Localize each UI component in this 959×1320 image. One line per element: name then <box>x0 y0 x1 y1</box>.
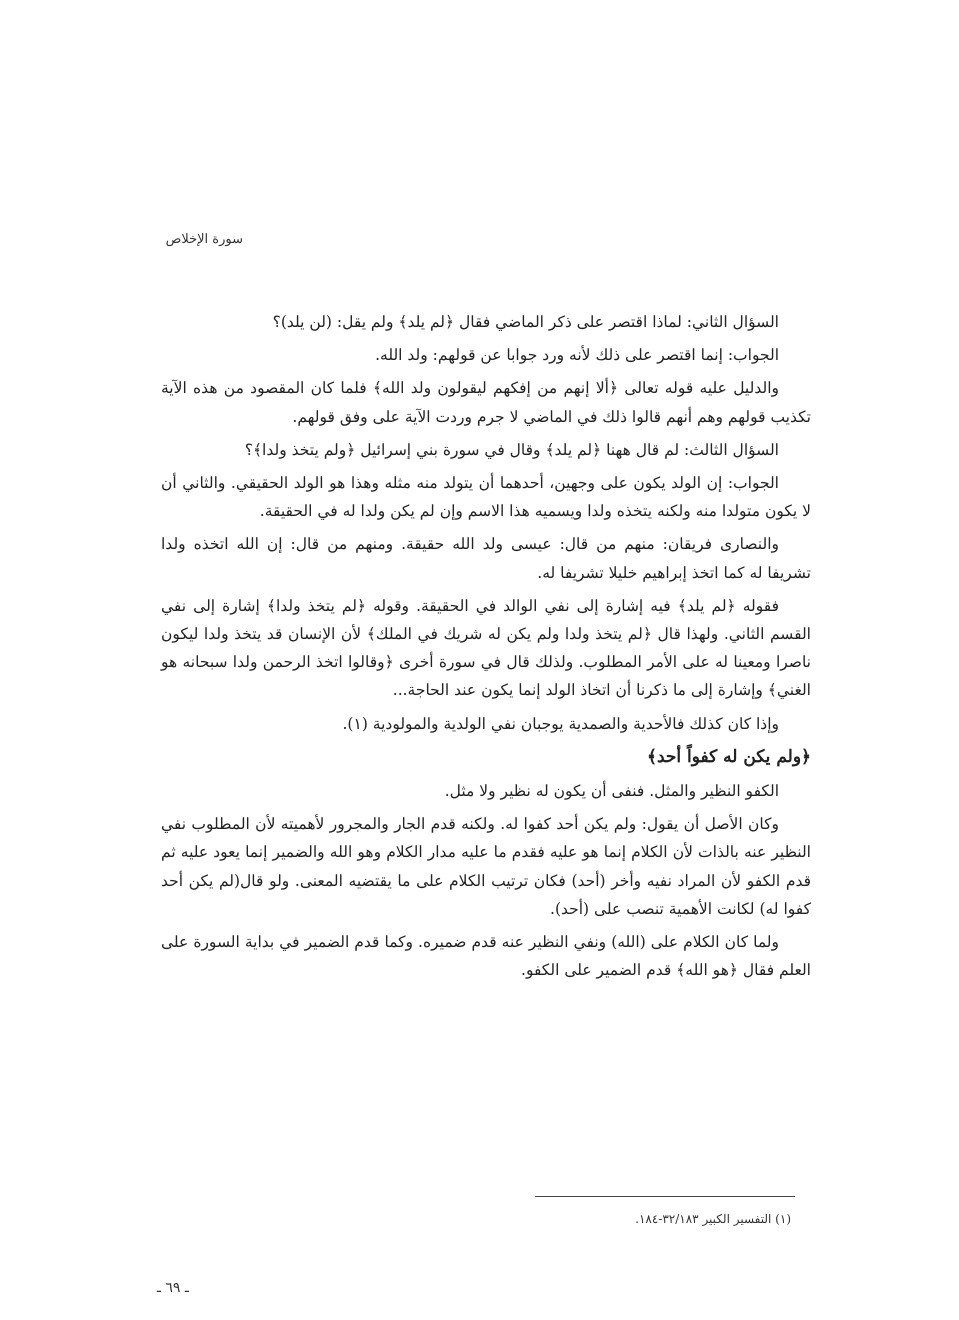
paragraph-explanation: فقوله ﴿لم يلد﴾ فيه إشارة إلى نفي الوالد في الحقيقة. وقوله ﴿لم يتخذ ولدا﴾ إشارة إلى نفي القسم الثاني. ولهذا قال ﴿لم يتخذ ولدا ولم يكن له شريك في الملك﴾ لأن الإنسان قد يتخذ ولدا ليكون ناصرا ومعينا له على الأمر المطلوب. ولذلك قال في سورة أخرى ﴿وقالوا اتخذ الرحمن ولدا سبحانه هو الغني﴾ وإشارة إلى ما ذكرنا أن اتخاذ الولد إنما يكون عند الحاجة... <box>161 596 811 700</box>
paragraph-word-order: وكان الأصل أن يقول: ولم يكن أحد كفوا له. ولكنه قدم الجار والمجرور لأهميته لأن المطلوب نفي النظير عنه بالذات لأن الكلام إنما هو عليه فقدم ما عليه مدار الكلام وهو الله والضمير إنما يعود عليه ثم قدم الكفو لأن المراد نفيه وأخر (أحد) فكان ترتيب الكلام على ما يقتضيه المعنى. ولو قال(لم يكن أحد كفوا له) لكانت الأهمية تنصب على (أحد). <box>161 815 811 918</box>
page-number: ـ ٦٩ ـ <box>156 1280 189 1296</box>
footnote-divider <box>535 1196 795 1197</box>
paragraph-christians: والنصارى فريقان: منهم من قال: عيسى ولد الله حقيقة. ومنهم من قال: إن الله اتخذه ولدا تشريفا له كما اتخذ إبراهيم خليلا تشريفا له. <box>161 535 811 582</box>
verse-heading: ﴿ولم يكن له كفواً أحد﴾ <box>646 746 811 767</box>
running-header: سورة الإخلاص <box>165 232 243 247</box>
paragraph-conclusion: وإذا كان كذلك فالأحدية والصمدية يوجبان نفي الولدية والمولودية (١). <box>342 714 779 733</box>
main-text <box>161 308 811 989</box>
paragraph-pronoun: ولما كان الكلام على (الله) ونفي النظير عنه قدم ضميره. وكما قدم الضمير في بداية السورة على العلم فقال ﴿هو الله﴾ قدم الضمير على الكفو. <box>161 933 811 980</box>
paragraph-evidence: والدليل عليه قوله تعالى ﴿ألا إنهم من إفكهم ليقولون ولد الله﴾ فلما كان المقصود من هذه الآية تكذيب قولهم وهم أنهم قالوا ذلك في الماضي لا جرم وردت الآية على وفق قولهم. <box>161 379 811 426</box>
footnote: (١) التفسير الكبير ٣٢/١٨٣-١٨٤. <box>635 1212 791 1226</box>
paragraph-answer-2: الجواب: إنما اقتصر على ذلك لأنه ورد جوابا عن قولهم: ولد الله. <box>375 346 779 365</box>
paragraph-kufu-definition: الكفو النظير والمثل. فنفى أن يكون له نظير ولا مثل. <box>444 782 779 801</box>
paragraph-question-2: السؤال الثاني: لماذا اقتصر على ذكر الماضي فقال ﴿لم يلد﴾ ولم يقل: (لن يلد)؟ <box>272 313 779 331</box>
paragraph-question-3: السؤال الثالث: لم قال ههنا ﴿لم يلد﴾ وقال في سورة بني إسرائيل ﴿ولم يتخذ ولدا﴾؟ <box>244 440 779 459</box>
paragraph-answer-3: الجواب: إن الولد يكون على وجهين، أحدهما أن يتولد منه مثله وهذا هو الولد الحقيقي. والثاني أن لا يكون متولدا منه ولكنه يتخذه ولدا ويسميه هذا الاسم وإن لم يكن ولدا له في الحقيقة. <box>161 474 811 521</box>
